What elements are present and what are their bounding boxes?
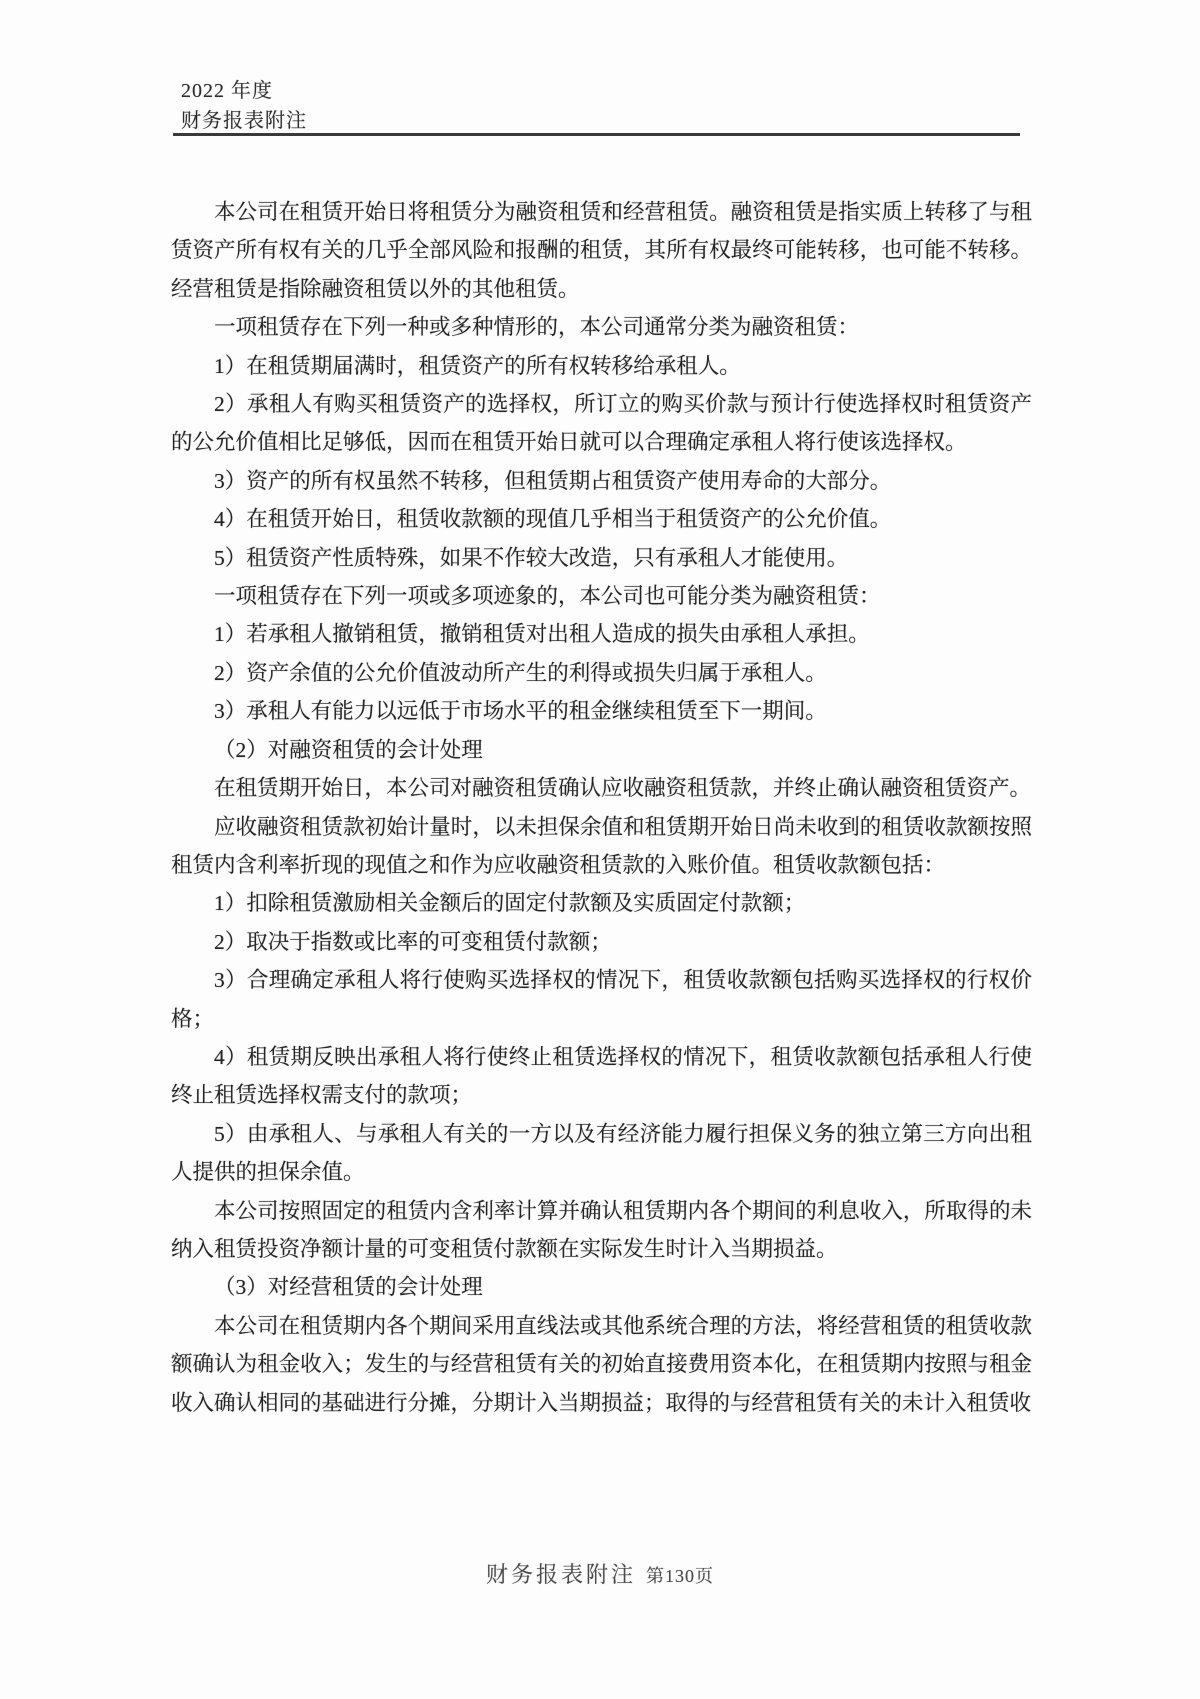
paragraph: 本公司在租赁期内各个期间采用直线法或其他系统合理的方法，将经营租赁的租赁收款额确认为租金收入；发生的与经营租赁有关的初始直接费用资本化，在租赁期内按照与租金收入确认相同的基础进行分摊，分期计入当期损益；取得的与经营租赁有关的未计入租赁收 [171,1313,1032,1415]
page-header [181,76,307,136]
paragraph: 一项租赁存在下列一项或多项迹象的，本公司也可能分类为融资租赁： [214,584,881,609]
paragraph: 3）合理确定承租人将行使购买选择权的情况下，租赁收款额包括购买选择权的行权价格； [171,968,1032,1031]
paragraph: 应收融资租赁款初始计量时，以未担保余值和租赁期开始日尚未收到的租赁收款额按照租赁内含利率折现的现值之和作为应收融资租赁款的入账价值。租赁收款额包括： [171,814,1032,877]
paragraph: 在租赁期开始日，本公司对融资租赁确认应收融资租赁款，并终止确认融资租赁资产。 [214,776,1032,801]
paragraph: 一项租赁存在下列一种或多种情形的，本公司通常分类为融资租赁： [214,315,860,340]
paragraph: 4）租赁期反映出承租人将行使终止租赁选择权的情况下，租赁收款额包括承租人行使终止租赁选择权需支付的款项； [171,1044,1032,1108]
header-year: 2022 年度 [181,80,273,102]
footer-page-number: 第130页 [646,1566,714,1586]
header-divider [173,133,1020,136]
paragraph: 5）租赁资产性质特殊，如果不作较大改造，只有承租人才能使用。 [214,545,849,570]
footer-doc-title: 财务报表附注 [485,1562,636,1587]
paragraph: 3）承租人有能力以远低于市场水平的租金继续租赁至下一期间。 [214,699,827,724]
paragraph: 本公司按照固定的租赁内含利率计算并确认租赁期内各个期间的利息收入，所取得的未纳入租赁投资净额计量的可变租赁付款额在实际发生时计入当期损益。 [171,1198,1032,1261]
paragraph: 3）资产的所有权虽然不转移，但租赁期占租赁资产使用寿命的大部分。 [214,468,892,493]
paragraph: 本公司在租赁开始日将租赁分为融资租赁和经营租赁。融资租赁是指实质上转移了与租赁资产所有权有关的几乎全部风险和报酬的租赁，其所有权最终可能转移，也可能不转移。经营租赁是指除融资租赁以外的其他租赁。 [171,200,1032,301]
header-doc-title: 财务报表附注 [181,110,307,132]
paragraph: 1）扣除租赁激励相关金额后的固定付款额及实质固定付款额； [214,891,806,916]
page-footer [0,1558,1200,1589]
paragraph-section-heading: （3）对经营租赁的会计处理 [214,1275,483,1300]
paragraph: 2）承租人有购买租赁资产的选择权，所订立的购买价款与预计行使选择权时租赁资产的公允价值相比足够低，因而在租赁开始日就可以合理确定承租人将行使该选择权。 [171,392,1032,455]
paragraph-section-heading: （2）对融资租赁的会计处理 [214,737,483,762]
paragraph: 1）若承租人撤销租赁，撤销租赁对出租人造成的损失由承租人承担。 [214,622,870,647]
paragraph: 2）取决于指数或比率的可变租赁付款额； [214,929,612,954]
body-text [171,193,1032,1422]
paragraph: 2）资产余值的公允价值波动所产生的利得或损失归属于承租人。 [214,660,827,685]
paragraph: 1）在租赁期届满时，租赁资产的所有权转移给承租人。 [214,353,741,378]
paragraph: 5）由承租人、与承租人有关的一方以及有经济能力履行担保义务的独立第三方向出租人提供的担保余值。 [171,1121,1032,1185]
paragraph: 4）在租赁开始日，租赁收款额的现值几乎相当于租赁资产的公允价值。 [214,507,892,532]
